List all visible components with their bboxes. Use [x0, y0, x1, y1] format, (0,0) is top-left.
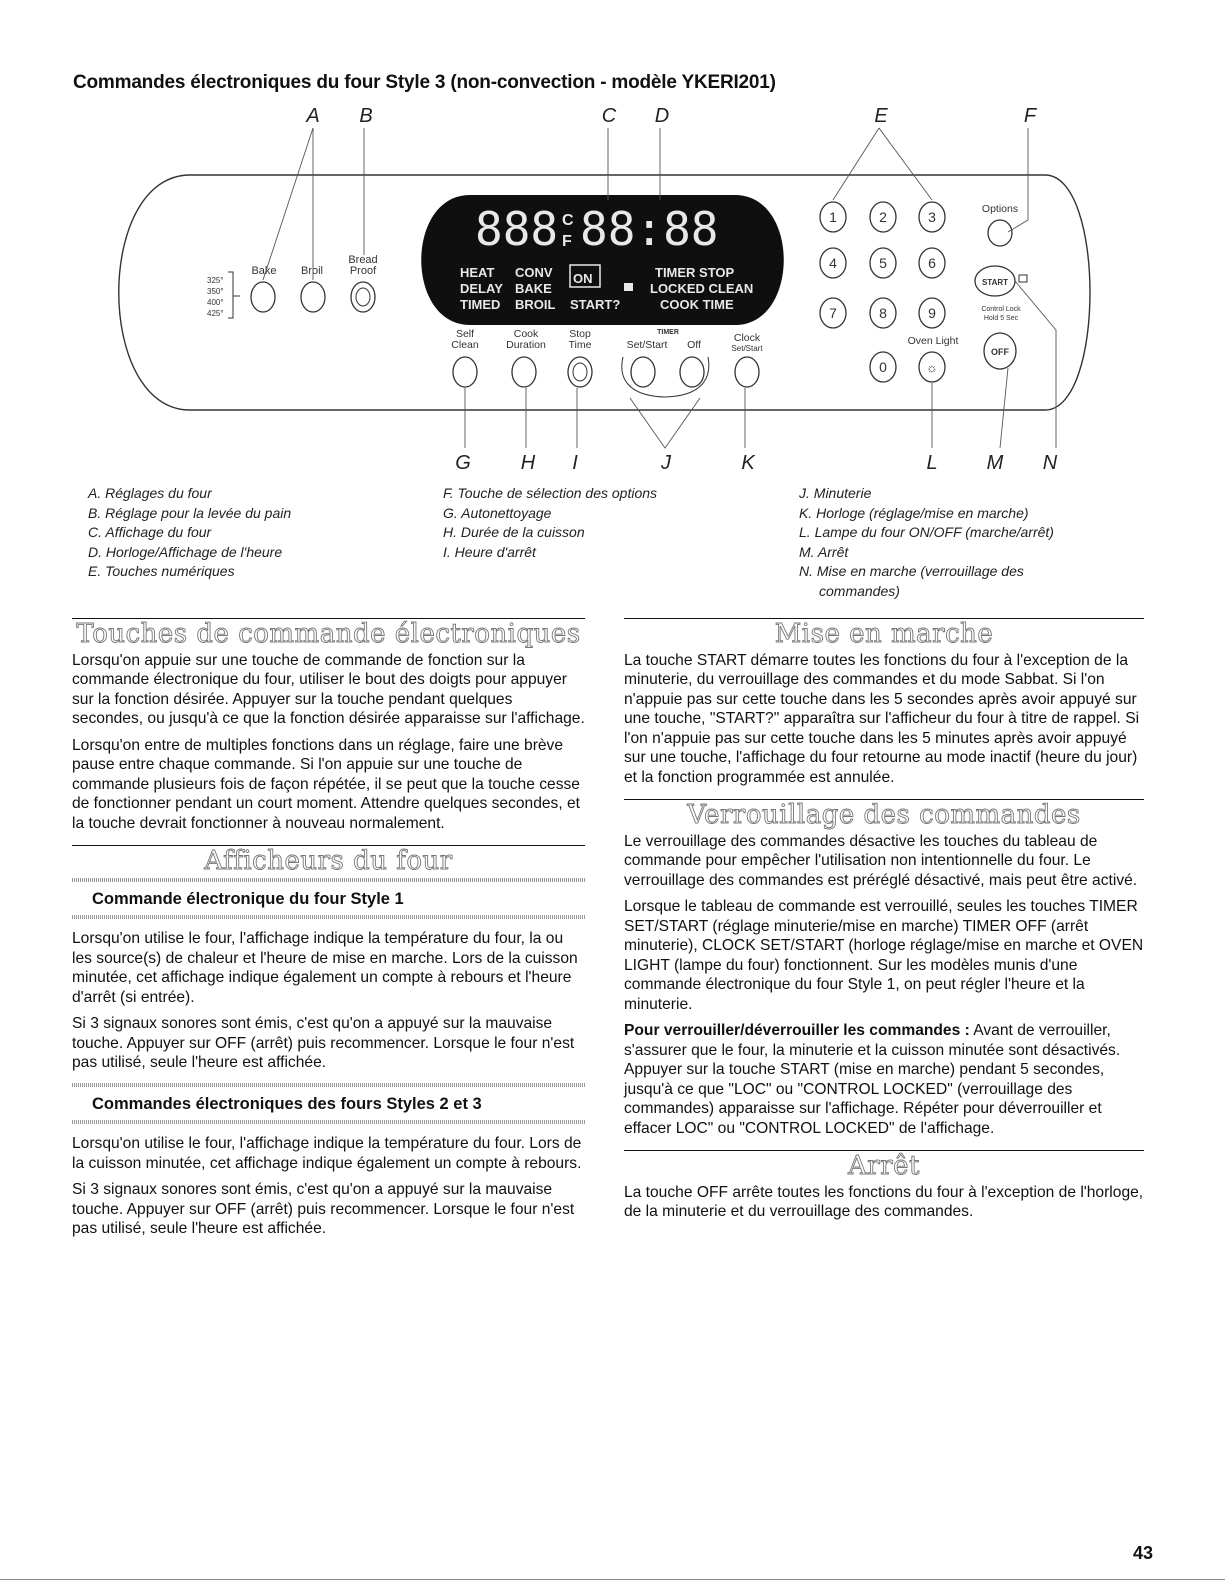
letter-b: B: [359, 105, 373, 127]
letter-j: J: [661, 452, 671, 474]
right-column: [624, 618, 1144, 1229]
letter-i: I: [572, 452, 578, 474]
subhead-style-2-3: Commandes électroniques des fours Styles 2 et 3: [92, 1094, 482, 1113]
display-cook-time: COOK TIME: [660, 297, 734, 312]
display-on: ON: [573, 271, 593, 286]
display-bake: BAKE: [515, 281, 552, 296]
svg-text:9: 9: [928, 305, 936, 321]
lock-icon: [624, 283, 633, 291]
svg-text:8: 8: [879, 305, 887, 321]
paragraph: Lorsqu'on appuie sur une touche de commande de fonction sur la commande électronique du four, utiliser le bout des doigts pour appuyer sur la fonction désirée. Appuyer sur la touche pendant quelques secondes, ou jusqu'à ce que la fonction désirée apparaisse sur l'affichage.: [72, 651, 585, 727]
display-heat: HEAT: [460, 265, 495, 280]
letter-a: A: [306, 105, 320, 127]
cook-label: Cook: [513, 328, 539, 340]
options-button[interactable]: [988, 220, 1012, 246]
display-broil: BROIL: [515, 297, 556, 312]
broil-button[interactable]: [301, 282, 325, 312]
svg-text:4: 4: [829, 255, 837, 271]
svg-text:7: 7: [829, 305, 837, 321]
letter-c: C: [601, 105, 617, 127]
off-label: Off: [687, 339, 701, 351]
paragraph: Si 3 signaux sonores sont émis, c'est qu'on a appuyé sur la mauvaise touche. Appuyer sur OFF (arrêt) puis recommencer. Lorsque le four n'est pas utilisé, seule l'heure est affichée.: [72, 1181, 575, 1237]
subhead-style-1: Commande électronique du four Style 1: [92, 889, 404, 908]
temp-400: 400°: [207, 298, 224, 307]
left-column: [72, 618, 585, 1246]
light-bulb-icon: ☼: [926, 360, 938, 375]
heading-verrouillage: Verrouillage des commandes: [687, 800, 1081, 830]
duration-label: Duration: [506, 339, 546, 351]
paragraph: La touche START démarre toutes les fonctions du four à l'exception de la minuterie, du verrouillage des commandes et du mode Sabbat. Si l'on n'appuie pas sur cette touche dans les 5 secondes après avoir appuyé sur une touche, "START?" apparaîtra sur l'afficheur du four à titre de rappel. Si l'on n'appuie pas sur cette touche dans les 5 minutes après avoir appuyé sur une touche, l'affichage du four retourne au mode inactif (heure du jour) et la fonction programmée est annulée.: [624, 651, 1140, 786]
self-clean-button[interactable]: [453, 357, 477, 387]
clean-label: Clean: [451, 339, 479, 351]
letter-d: D: [654, 105, 670, 127]
heading-arret: Arrêt: [848, 1151, 920, 1181]
self-label: Self: [455, 328, 475, 340]
letter-g: G: [455, 452, 471, 474]
bread-proof-button[interactable]: [351, 282, 375, 312]
temp-350: 350°: [207, 287, 224, 296]
display-digits-left: 888: [475, 202, 559, 256]
letter-e: E: [874, 105, 888, 127]
clock-label: Clock: [733, 332, 761, 344]
paragraph: Pour verrouiller/déverrouiller les commandes : Avant de verrouiller, s'assurer que le four, la minuterie et la cuisson minutée sont désactivés. Appuyer sur la touche START (mise en marche) pendant 5 secondes, jusqu'à ce que "LOC" ou "CONTROL LOCKED" (verrouillage des commandes) apparaisse sur l'affichage. Répéter pour déverrouiller et effacer LOC" ou "CONTROL LOCKED" de l'affichage.: [624, 1022, 1121, 1137]
hold-5-sec-label: Hold 5 Sec: [983, 315, 1019, 322]
letter-f: F: [1023, 105, 1037, 127]
heading-afficheurs: Afficheurs du four: [204, 846, 453, 876]
display-conv: CONV: [515, 265, 553, 280]
display-timed: TIMED: [460, 297, 501, 312]
bottom-rule: [0, 1579, 1225, 1580]
display-timer-stop: TIMER STOP: [655, 265, 735, 280]
time-label: Time: [568, 339, 592, 351]
stop-label: Stop: [569, 328, 591, 340]
display-c: C: [562, 212, 574, 229]
display-delay: DELAY: [460, 281, 503, 296]
svg-text:1: 1: [829, 209, 837, 225]
display-locked-clean: LOCKED CLEAN: [650, 281, 754, 296]
clock-set-label: Set/Start: [731, 344, 763, 353]
letter-k: K: [741, 452, 755, 474]
paragraph: Si 3 signaux sonores sont émis, c'est qu'on a appuyé sur la mauvaise touche. Appuyer sur OFF (arrêt) puis recommencer. Lorsque le four n'est pas utilisé, seule l'heure est affichée.: [72, 1015, 575, 1071]
page-number: 43: [1132, 1543, 1153, 1563]
display-f: F: [562, 233, 572, 250]
paragraph: Lorsqu'on utilise le four, l'affichage indique la température du four. Lors de la cuisson minutée, cet affichage indique également un compte à rebours.: [72, 1135, 582, 1172]
legend-col-3: J. Minuterie K. Horloge (réglage/mise en marche) L. Lampe du four ON/OFF (marche/arrêt) M. Arrêt N. Mise en marche (verrouillage des commandes): [799, 485, 1054, 599]
off-btn-label: OFF: [991, 347, 1009, 357]
legend-col-2: F. Touche de sélection des options G. Autonettoyage H. Durée de la cuisson I. Heure d'arrêt: [443, 485, 658, 560]
timer-label: TIMER: [657, 329, 679, 336]
set-start-label: Set/Start: [626, 339, 668, 351]
control-lock-label: Control Lock: [981, 306, 1021, 313]
paragraph: La touche OFF arrête toutes les fonctions du four à l'exception de l'horloge, de la minuterie et du verrouillage des commandes.: [624, 1183, 1144, 1220]
display-digits-right: 88:88: [580, 202, 719, 256]
cook-duration-button[interactable]: [512, 357, 536, 387]
svg-text:2: 2: [879, 209, 887, 225]
start-label: START: [981, 278, 1009, 287]
broil-label: Broil: [300, 265, 324, 277]
letter-m: M: [986, 452, 1004, 474]
paragraph: Lorsqu'on entre de multiples fonctions dans un réglage, faire une brève pause entre chaque commande. Si l'on appuie sur une touche de commande plusieurs fois de façon répétée, il se peut que la touche cesse de fonctionner pendant un court moment. Attendre quelques secondes, et la touche devrait fonctionner à nouveau normalement.: [72, 736, 581, 832]
paragraph: Lorsque le tableau de commande est verrouillé, seules les touches TIMER SET/START (réglage minuterie/mise en marche) TIMER OFF (arrêt minuterie), CLOCK SET/START (horloge réglage/mise en marche et OVEN LIGHT (lampe du four) fonctionnent. Sur les modèles munis d'une commande électronique du four Style 1, on peut régler l'heure et la minuterie.: [624, 898, 1144, 1013]
bake-label: Bake: [251, 265, 277, 277]
paragraph: Lorsqu'on utilise le four, l'affichage indique la température du four, la ou les source(s) de chaleur et l'heure de mise en marche. Lors de la cuisson minutée, cet affichage indique également un compte à rebours et l'heure d'arrêt (si entrée).: [72, 930, 578, 1006]
letter-h: H: [520, 452, 536, 474]
temp-325: 325°: [207, 276, 224, 285]
proof-label: Proof: [349, 265, 377, 277]
svg-text:0: 0: [879, 359, 887, 375]
legend-col-1: A. Réglages du four B. Réglage pour la levée du pain C. Affichage du four D. Horloge/Affichage de l'heure E. Touches numériques: [88, 485, 292, 579]
svg-text:3: 3: [928, 209, 936, 225]
timer-set-start-button[interactable]: [631, 357, 655, 387]
display-start: START?: [570, 297, 621, 312]
paragraph: Le verrouillage des commandes désactive les touches du tableau de commande pour empêcher l'utilisation non intentionnelle du four. Le verrouillage des commandes est préréglé désactivé, mais peut être activé.: [624, 832, 1138, 889]
temp-425: 425°: [207, 309, 224, 318]
svg-text:6: 6: [928, 255, 936, 271]
bake-button[interactable]: [251, 282, 275, 312]
stop-time-button[interactable]: [568, 357, 592, 387]
heading-mise-en-marche: Mise en marche: [774, 619, 994, 649]
page-title: Commandes électroniques du four Style 3 (non-convection - modèle YKERI201): [73, 72, 776, 93]
bread-label: Bread: [348, 254, 378, 266]
options-label: Options: [981, 203, 1019, 215]
svg-text:5: 5: [879, 255, 887, 271]
clock-set-start-button[interactable]: [735, 357, 759, 387]
heading-touches: Touches de commande électroniques: [76, 619, 581, 649]
letter-n: N: [1042, 452, 1058, 474]
oven-light-label: Oven Light: [907, 335, 959, 347]
timer-off-button[interactable]: [680, 357, 704, 387]
letter-l: L: [926, 452, 938, 474]
control-panel-diagram: [0, 95, 1225, 475]
